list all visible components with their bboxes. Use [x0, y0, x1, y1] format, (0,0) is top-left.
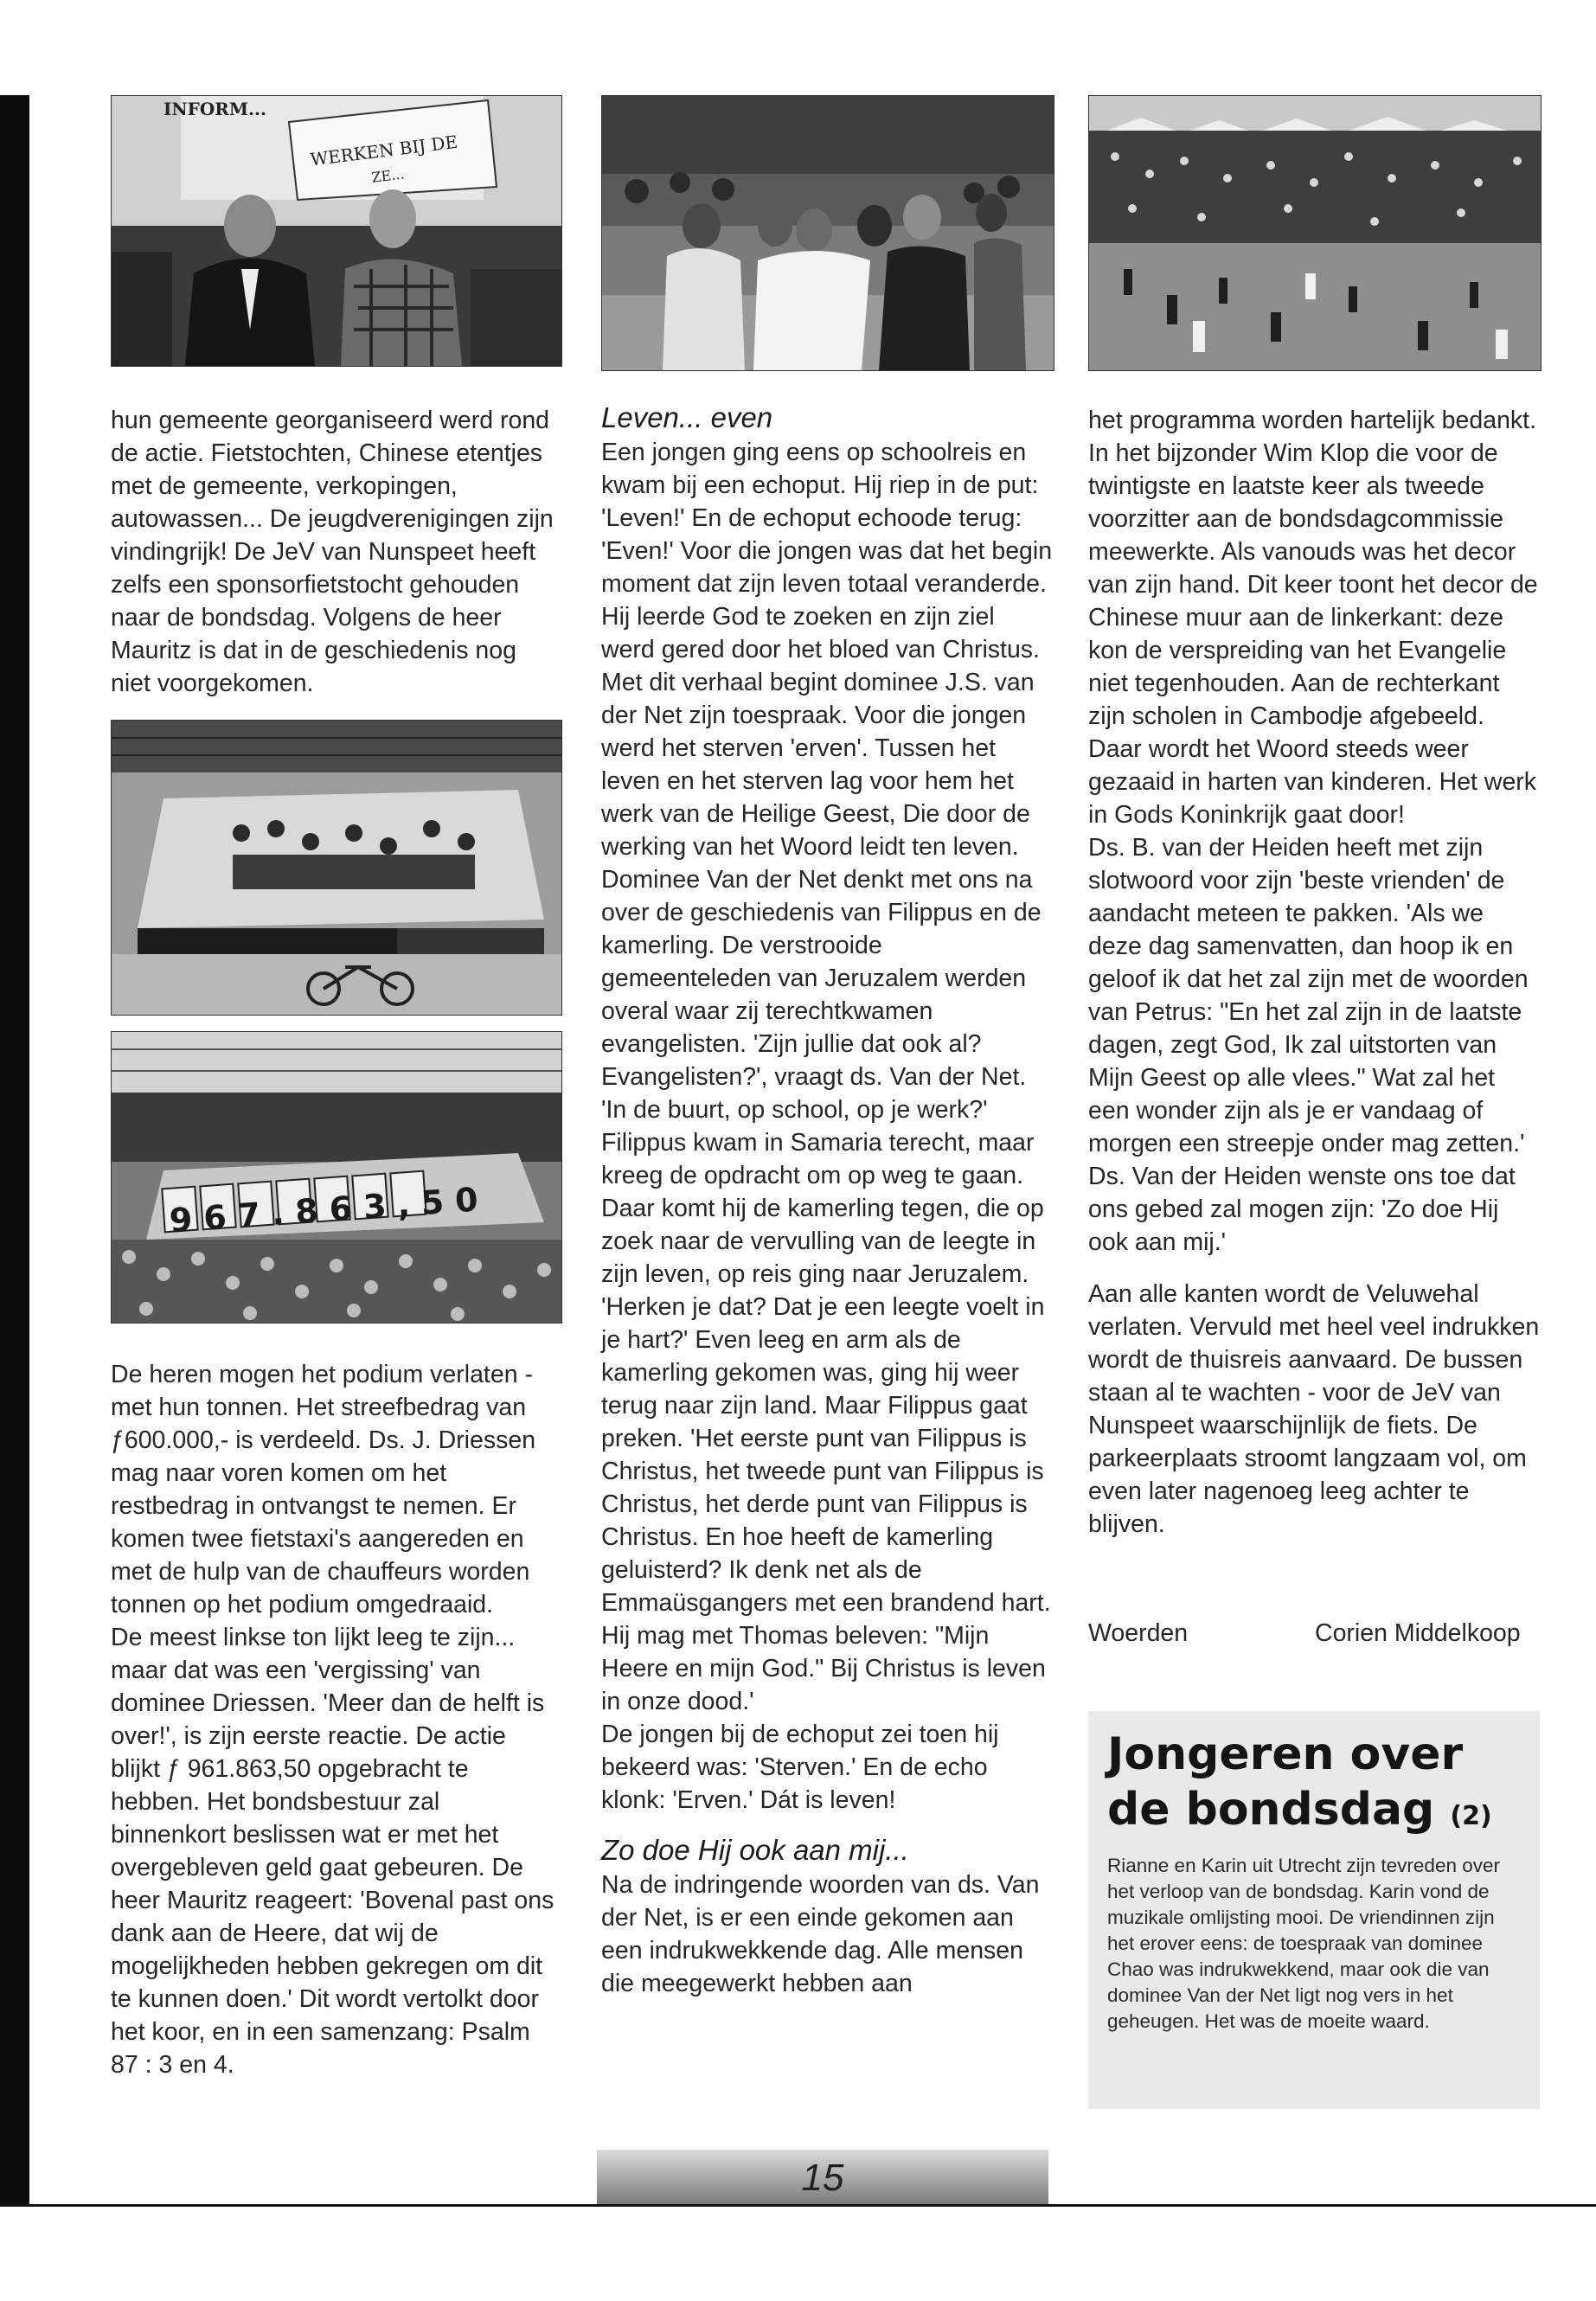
column-1-bottom: [111, 1358, 561, 2081]
sidebox-title: [1107, 1727, 1540, 1844]
col3-paragraph-1: het programma worden hartelijk bedankt. In het bijzonder Wim Klop die voor de twintigste en laatste keer als tweede voorzitter aan de bondsdagcommissie meewerkte. Als vanouds was het decor van zijn hand. Dit keer toont het decor de Chinese muur aan de linkerkant: deze kon de verspreiding van het Evangelie niet tegenhouden. Aan de rechterkant zijn scholen in Cambodje afgebeeld. Daar wordt het Woord steeds weer gezaaid in harten van kinderen. Het werk in Gods Koninkrijk gaat door!: [1088, 407, 1538, 829]
sidebox-intro: Rianne en Karin uit Utrecht zijn tevreden over het verloop van de bondsdag. Karin vond de muzikale omlijsting mooi. De vriendinnen zijn het erover eens: de toespraak van dominee Chao was indrukwekkend, maar ook die van dominee Van der Net ligt nog vers in het geheugen. Het was de moeite waard.: [1107, 1855, 1500, 2032]
col2-paragraph-2: Dominee Van der Net denkt met ons na over de geschiedenis van Filippus en de kamerling. De verstrooide gemeenteleden van Jeruzalem werden overal waar zij terechtkwamen evangelisten. 'Zijn jullie dat ook al? Evangelisten?', vraagt ds. Van der Net. 'In de buurt, op school, op je werk?' Filippus kwam in Samaria terecht, maar kreeg de opdracht om op weg te gaan. Daar komt hij de kamerling tegen, die op zoek naar de vervulling van de leegte in zijn leven, op reis ging naar Jeruzalem. 'Herken je dat? Dat je een leegte voelt in je hart?' Even leeg en arm als de kamerling gekomen was, ging hij weer terug naar zijn land. Maar Filippus gaat preken. 'Het eerste punt van Filippus is Christus, het tweede punt van Filippus is Christus, het derde punt van Filippus is Christus. En hoe heeft de kamerling geluisterd? Ik denk net als de Emmaüsgangers met een brandend hart. Hij mag met Thomas beleven: "Mijn Heere en mijn God." Bij Christus is leven in onze dood.': [601, 866, 1051, 1715]
col3-paragraph-2: Ds. B. van der Heiden heeft met zijn slotwoord voor zijn 'beste vrienden' de aandacht meteen te pakken. 'Als we deze dag samenvatten, dan hoop ik en geloof ik dat het zal zijn met de woorden van Petrus: "En het zal zijn in de laatste dagen, zegt God, Ik zal uitstorten van Mijn Geest op alle vlees." Wat zal het een wonder zijn als je er vandaag of morgen een streepje onder mag zetten.' Ds. Van der Heiden wenste ons toe dat ons gebed zal mogen zijn: 'Zo doe Hij ook aan mij.': [1088, 834, 1529, 1256]
sidebox-title-line-1: Jongeren over: [1107, 1728, 1464, 1780]
sidebox-title-number: (2): [1450, 1801, 1492, 1831]
photo-crowd-outdoor: [601, 95, 1054, 371]
sign-text-1: INFORM...: [163, 99, 266, 119]
place-name: Woerden: [1088, 1619, 1189, 1647]
col2-paragraph-1: Een jongen ging eens op schoolreis en kwam bij een echoput. Hij riep in de put: 'Leven!' En de echoput echoode terug: 'Even!' Voor die jongen was dat het begin moment dat zijn leven totaal veranderde. Hij leerde God te zoeken en zijn ziel werd gered door het bloed van Christus. Met dit verhaal begint dominee J.S. van der Net zijn toespraak. Voor die jongen werd het sterven 'erven'. Tussen het leven en het sterven lag voor hem het werk van de Heilige Geest, Die door de werking van het Woord leidt ten leven.: [601, 439, 1053, 861]
column-1-top: [111, 404, 561, 700]
counter-board: 967.863,50: [168, 1179, 490, 1240]
col1-paragraph-1: De heren mogen het podium verlaten - met hun tonnen. Het streefbedrag van ƒ600.000,- is verdeeld. Ds. J. Driessen mag naar voren komen om het restbedrag in ontvangst te nemen. Er komen twee fietstaxi's aangereden en met de hulp van de chauffeurs worden tonnen op het podium omgedraaid.: [111, 1361, 536, 1618]
col2-paragraph-4: Na de indringende woorden van ds. Van der Net, is er een einde gekomen aan een indrukwekkende dag. Alle mensen die meegewerkt hebben aan: [601, 1871, 1040, 1997]
heading-zo-doe-hij: Zo doe Hij ook aan mij...: [601, 1834, 909, 1866]
page-number: 15: [801, 2157, 844, 2199]
sign-text-2: WERKEN BIJ DE: [309, 131, 459, 170]
sign-text-3: ZE...: [370, 165, 406, 186]
photo-hall-audience: [111, 1031, 562, 1324]
heading-leven-even: Leven... even: [601, 401, 773, 433]
author-name: Corien Middelkoop: [1315, 1619, 1521, 1647]
col1-top-paragraph: hun gemeente georganiseerd werd rond de actie. Fietstochten, Chinese etentjes met de gemeente, verkopingen, autowassen... De jeugdverenigingen zijn vindingrijk! De JeV van Nunspeet heeft zelfs een sponsorfietstocht gehouden naar de bondsdag. Volgens de heer Mauritz is dat in de geschiedenis nog niet voorgekomen.: [111, 407, 554, 697]
col2-paragraph-3: De jongen bij de echoput zei toen hij bekeerd was: 'Sterven.' En de echo klonk: 'Erven.' Dát is leven!: [601, 1721, 999, 1814]
left-edge-bar: [0, 95, 29, 2206]
photo-market-square: [1088, 95, 1542, 371]
page-number-bar: [597, 2150, 1048, 2204]
col1-paragraph-2: De meest linkse ton lijkt leeg te zijn... maar dat was een 'vergissing' van dominee Driessen. 'Meer dan de helft is over!', is zijn eerste reactie. De actie blijkt ƒ 961.863,50 opgebracht te hebben. Het bondsbestuur zal binnenkort beslissen wat er met het overgebleven geld gaat gebeuren. De heer Mauritz reageert: 'Bovenal past ons dank aan de Heere, dat wij de mogelijkheden hebben gekregen om dit te kunnen doen.' Dit wordt vertolkt door het koor, en in een samenzang: Psalm 87 : 3 en 4.: [111, 1624, 554, 2079]
column-2: [601, 400, 1053, 2000]
sidebox-jongeren: [1088, 1711, 1540, 2109]
col3-paragraph-3: Aan alle kanten wordt de Veluwehal verlaten. Vervuld met heel veel indrukken wordt de thuisreis aanvaard. De bussen staan al te wachten - voor de JeV van Nunspeet waarschijnlijk de fiets. De parkeerplaats stroomt langzaam vol, om even later nagenoeg leeg achter te blijven.: [1088, 1280, 1540, 1538]
photo-information-stand: [111, 95, 562, 367]
column-3: [1088, 404, 1540, 1541]
sidebox-title-line-2: de bondsdag: [1107, 1784, 1435, 1836]
photo-hall-stage: [111, 720, 562, 1016]
bottom-rule: [0, 2204, 1596, 2207]
